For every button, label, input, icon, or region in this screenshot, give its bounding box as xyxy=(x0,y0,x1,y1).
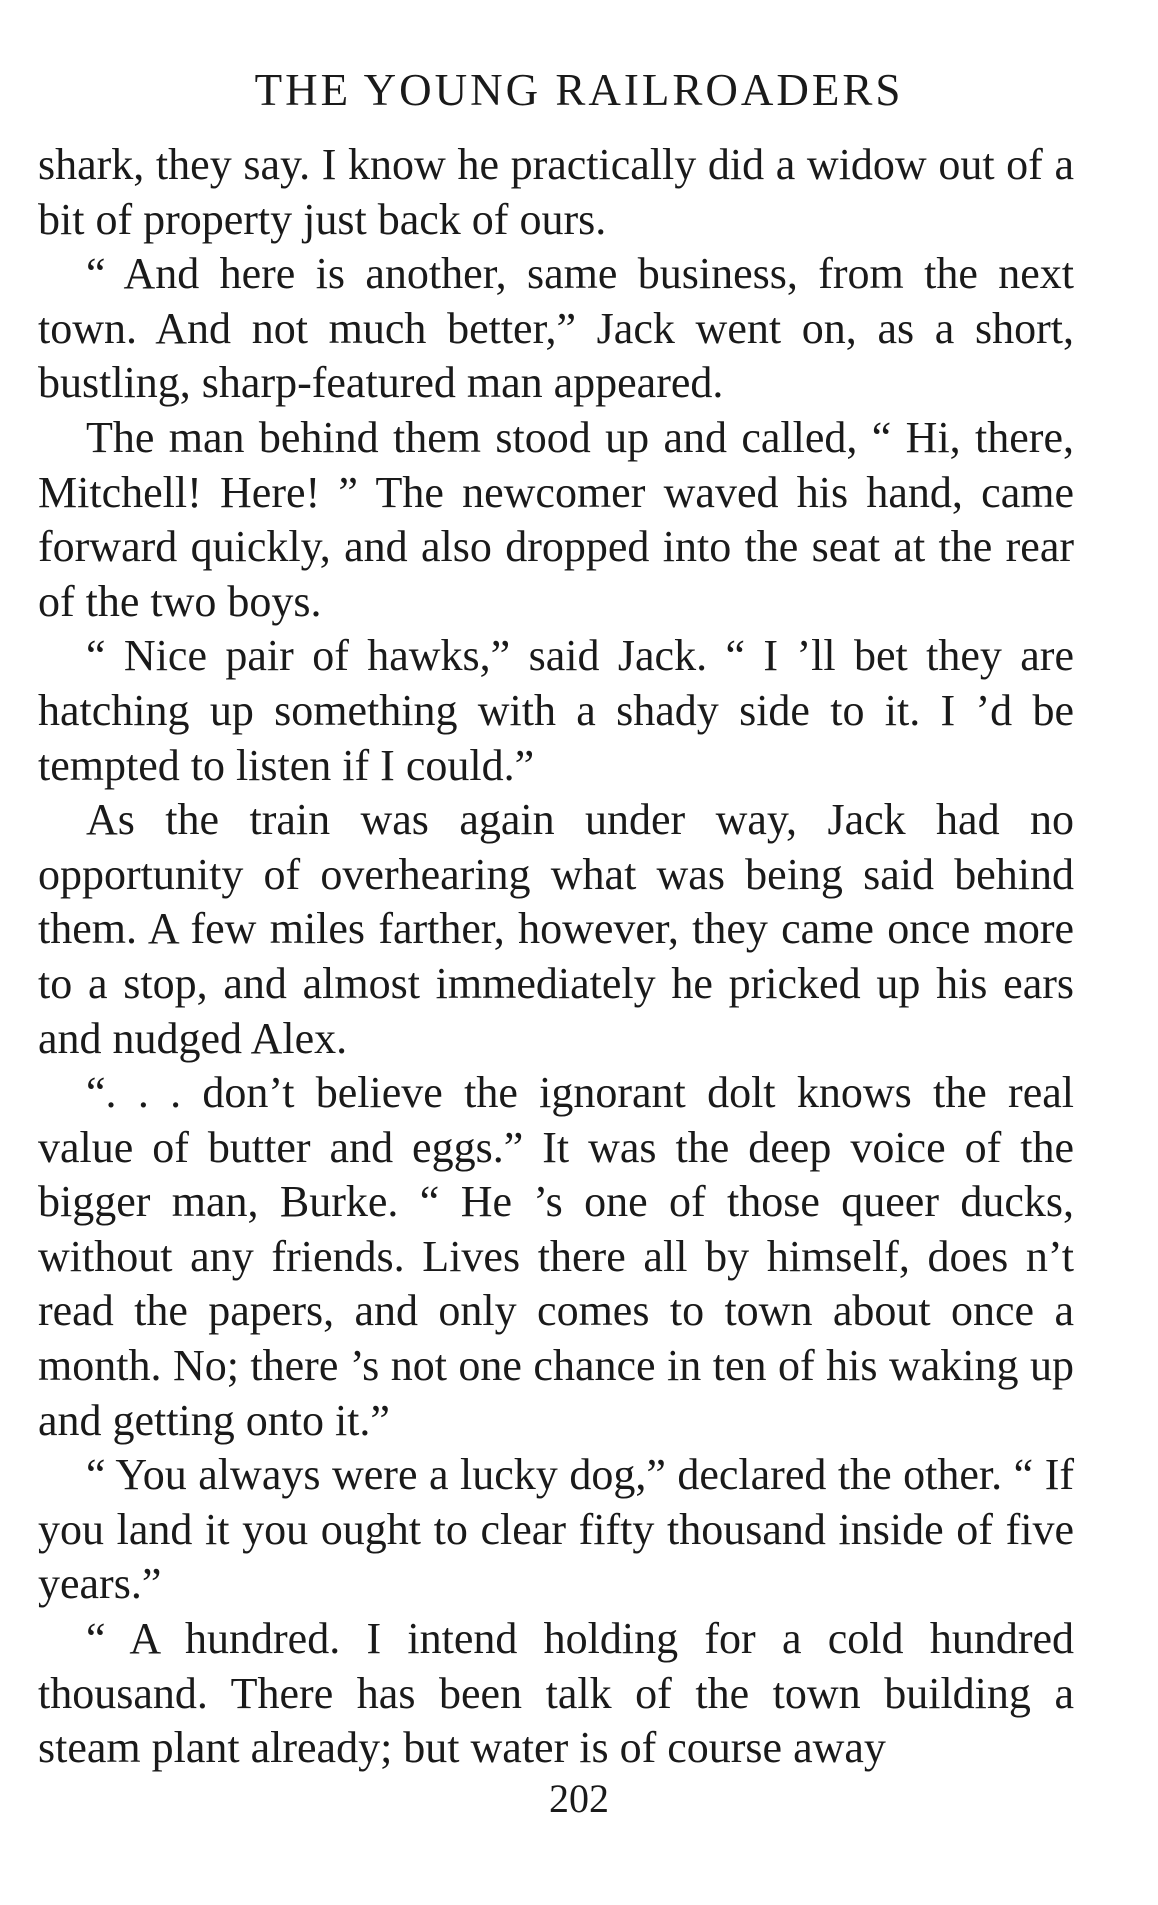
paragraph: “ You always were a lucky dog,” declared the other. “ If you land it you ought to clear fifty thousand inside of five years.” xyxy=(38,1450,1074,1609)
paragraph: shark, they say. I know he practically did a widow out of a bit of property just back of ours. xyxy=(38,140,1074,244)
paragraph: “ A hundred. I intend holding for a cold hundred thousand. There has been talk of the town building a steam plant already; but water is of course away xyxy=(38,1614,1074,1773)
paragraph: “ And here is another, same business, from the next town. And not much better,” Jack went on, as a short, bustling, sharp-featured man appeared. xyxy=(38,249,1074,408)
paragraph: “ Nice pair of hawks,” said Jack. “ I ’ll bet they are hatching up something with a shady side to it. I ’d be tempted to listen if I could.” xyxy=(38,631,1074,790)
paragraph: As the train was again under way, Jack had no opportunity of overhearing what was being said behind them. A few miles farther, however, they came once more to a stop, and almost immediately he pricked up his ears and nudged Alex. xyxy=(38,795,1074,1063)
running-head: THE YOUNG RAILROADERS xyxy=(254,65,904,115)
body-text xyxy=(38,138,1074,1776)
paragraph: “. . . don’t believe the ignorant dolt knows the real value of butter and eggs.” It was the deep voice of the bigger man, Burke. “ He ’s one of those queer ducks, without any friends. Lives there all by himself, does n’t read the papers, and only comes to town about once a month. No; there ’s not one chance in ten of his waking up and getting onto it.” xyxy=(38,1068,1074,1445)
page-number: 202 xyxy=(549,1776,609,1821)
paragraph: The man behind them stood up and called, “ Hi, there, Mitchell! Here! ” The newcomer waved his hand, came forward quickly, and also dropped into the seat at the rear of the two boys. xyxy=(38,412,1074,626)
